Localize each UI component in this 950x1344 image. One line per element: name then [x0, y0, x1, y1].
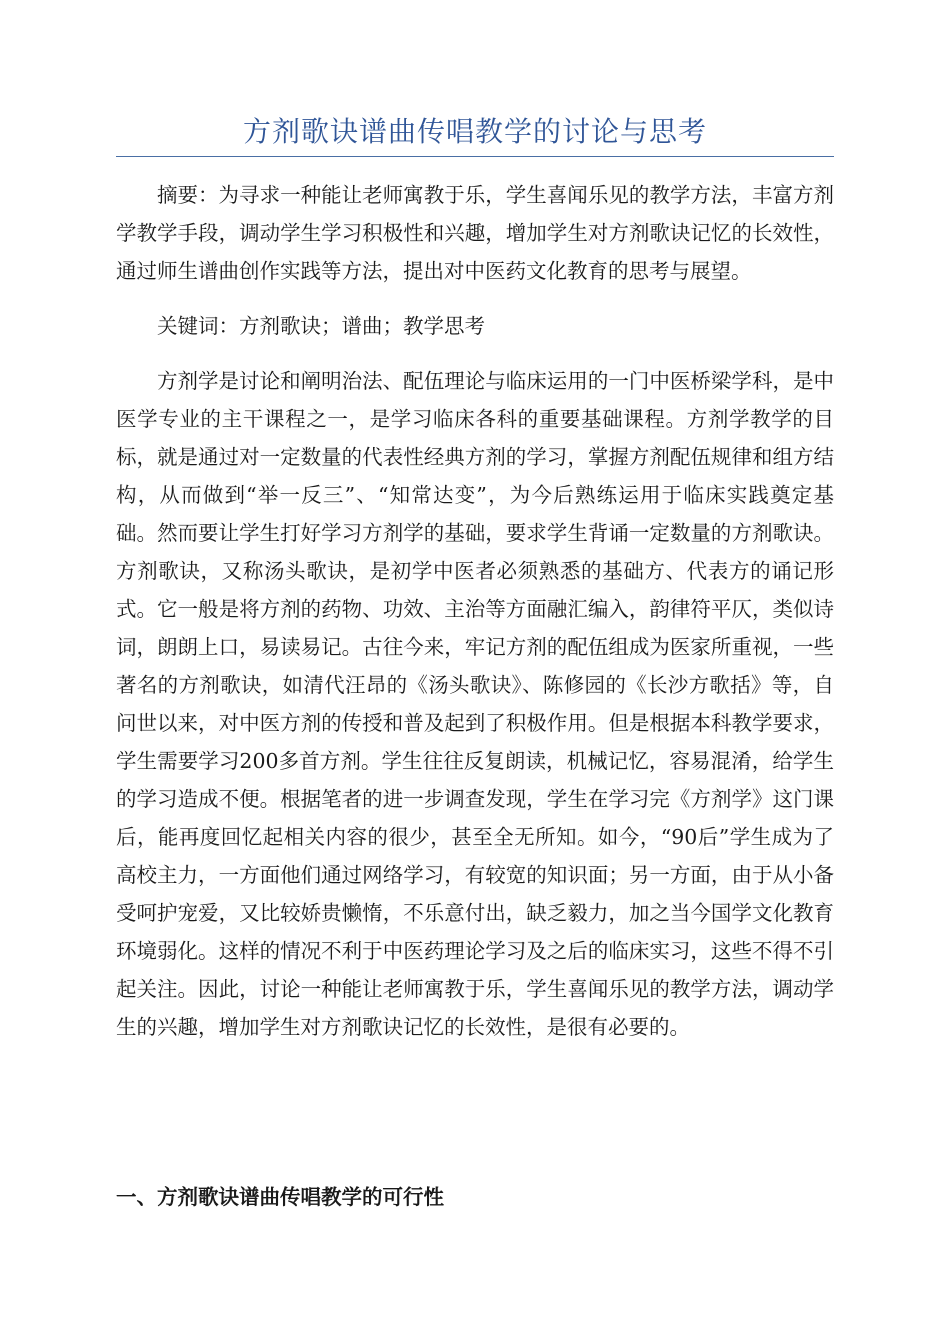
intro-paragraph: 方剂学是讨论和阐明治法、配伍理论与临床运用的一门中医桥梁学科，是中医学专业的主干课程之一，是学习临床各科的重要基础课程。方剂学教学的目标，就是通过对一定数量的代表性经典方剂的学习，掌握方剂配伍规律和组方结构，从而做到“举一反三”、“知常达变”，为今后熟练运用于临床实践奠定基础。然而要让学生打好学习方剂学的基础，要求学生背诵一定数量的方剂歌诀。方剂歌诀，又称汤头歌诀，是初学中医者必须熟悉的基础方、代表方的诵记形式。它一般是将方剂的药物、功效、主治等方面融汇编入，韵律符平仄，类似诗词，朗朗上口，易读易记。古往今来，牢记方剂的配伍组成为医家所重视，一些著名的方剂歌诀，如清代汪昂的《汤头歌诀》、陈修园的《长沙方歌括》等，自问世以来，对中医方剂的传授和普及起到了积极作用。但是根据本科教学要求，学生需要学习200多首方剂。学生往往反复朗读，机械记忆，容易混淆，给学生的学习造成不便。根据笔者的进一步调查发现，学生在学习完《方剂学》这门课后，能再度回忆起相关内容的很少，甚至全无所知。如今，“90后”学生成为了高校主力，一方面他们通过网络学习，有较宽的知识面；另一方面，由于从小备受呵护宠爱，又比较娇贵懒惰，不乐意付出，缺乏毅力，加之当今国学文化教育环境弱化。这样的情况不利于中医药理论学习及之后的临床实习，这些不得不引起关注。因此，讨论一种能让老师寓教于乐，学生喜闻乐见的教学方法，调动学生的兴趣，增加学生对方剂歌诀记忆的长效性，是很有必要的。 — [116, 369, 834, 1039]
document-body — [116, 176, 834, 1063]
abstract-paragraph: 摘要：为寻求一种能让老师寓教于乐，学生喜闻乐见的教学方法，丰富方剂学教学手段，调动学生学习积极性和兴趣，增加学生对方剂歌诀记忆的长效性，通过师生谱曲创作实践等方法，提出对中医药文化教育的思考与展望。 — [116, 183, 834, 283]
keywords-paragraph: 关键词：方剂歌诀；谱曲；教学思考 — [157, 314, 485, 338]
document-title: 方剂歌诀谱曲传唱教学的讨论与思考 — [242, 115, 707, 148]
section-heading: 一、方剂歌诀谱曲传唱教学的可行性 — [116, 1185, 444, 1209]
title-block — [116, 112, 834, 157]
